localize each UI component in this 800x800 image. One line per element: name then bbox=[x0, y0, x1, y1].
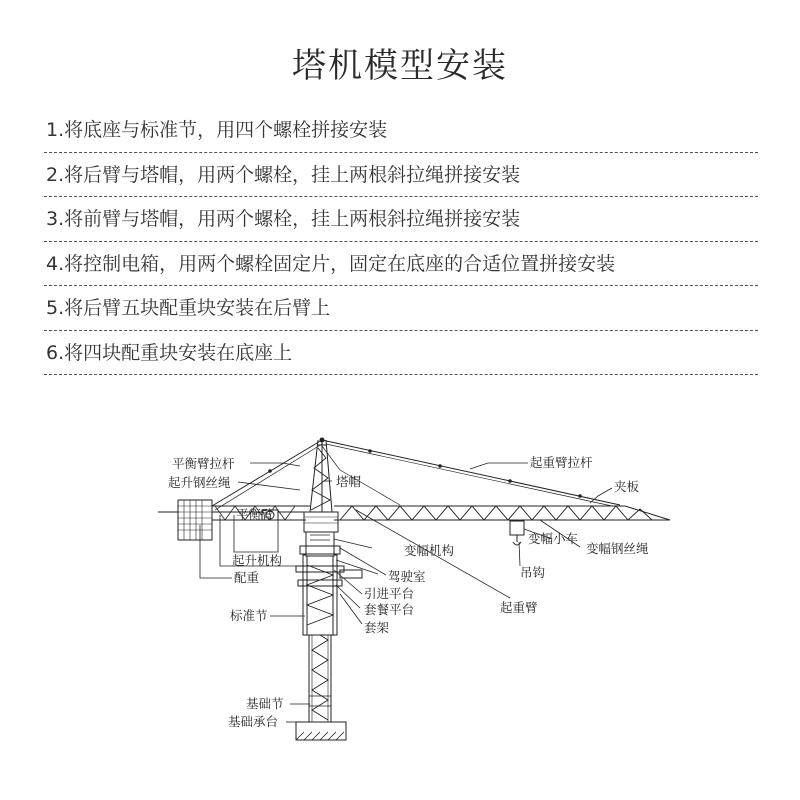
step-6: 6.将四块配重块安装在底座上 bbox=[44, 331, 758, 376]
tower-crane-diagram bbox=[0, 420, 800, 800]
step-1: 1.将底座与标准节，用四个螺栓拼接安装 bbox=[44, 108, 758, 153]
slewing-unit bbox=[300, 532, 340, 556]
counterweight-blocks bbox=[178, 500, 212, 540]
climbing-frame bbox=[296, 555, 362, 635]
label-base-section: 基础节 bbox=[246, 696, 284, 711]
page-title: 塔机模型安装 bbox=[292, 46, 508, 86]
label-climbing-frame: 套架 bbox=[364, 620, 390, 635]
step-5: 5.将后臂五块配重块安装在后臂上 bbox=[44, 286, 758, 331]
label-foundation: 基础承台 bbox=[228, 714, 279, 729]
label-climbing-platform: 套餐平台 bbox=[364, 602, 415, 617]
label-standard-section: 标准节 bbox=[230, 608, 268, 623]
tie-rods bbox=[212, 440, 620, 510]
step-2: 2.将后臂与塔帽，用两个螺栓，挂上两根斜拉绳拼接安装 bbox=[44, 153, 758, 198]
label-luffing-rope: 变幅钢丝绳 bbox=[586, 541, 649, 556]
label-guide-platform: 引进平台 bbox=[364, 586, 415, 601]
label-balance-tie-rod: 平衡臂拉杆 bbox=[172, 456, 235, 471]
step-4: 4.将控制电箱，用两个螺栓固定片，固定在底座的合适位置拼接安装 bbox=[44, 242, 758, 287]
label-cab: 驾驶室 bbox=[388, 569, 426, 584]
label-luffing-trolley: 变幅小车 bbox=[528, 531, 579, 546]
label-hoist-rope: 起升钢丝绳 bbox=[168, 475, 231, 490]
steps-list bbox=[44, 108, 758, 375]
label-tower-cap: 塔帽 bbox=[336, 474, 362, 489]
label-hook: 吊钩 bbox=[520, 565, 546, 580]
label-jib: 起重臂 bbox=[500, 600, 538, 615]
trolley-hook bbox=[510, 521, 524, 545]
step-3: 3.将前臂与塔帽，用两个螺栓，挂上两根斜拉绳拼接安装 bbox=[44, 197, 758, 242]
foundation-block bbox=[296, 722, 346, 740]
label-counter-jib: 平衡臂 bbox=[236, 507, 274, 522]
label-jib-tie-rod: 起重臂拉杆 bbox=[530, 455, 593, 470]
label-hoist-mechanism: 起升机构 bbox=[232, 553, 283, 568]
jib bbox=[334, 506, 670, 520]
label-clamp-plate: 夹板 bbox=[614, 479, 640, 494]
label-counterweight: 配重 bbox=[234, 570, 260, 585]
label-luffing-mechanism: 变幅机构 bbox=[404, 543, 455, 558]
